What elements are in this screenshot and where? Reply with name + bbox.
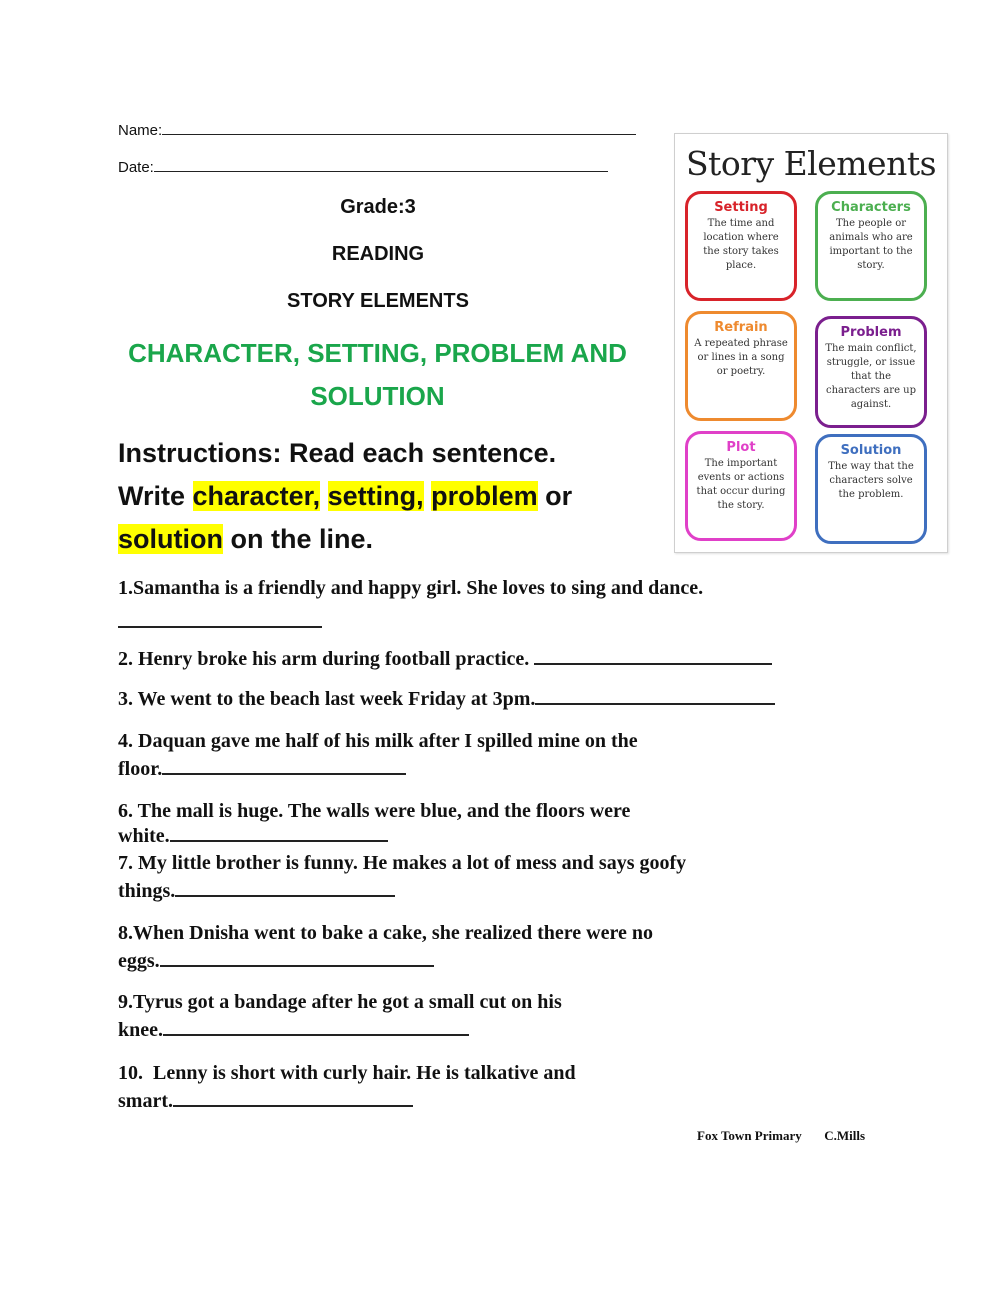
card-problem <box>815 316 927 428</box>
card-text: The time and location where the story takes place. <box>703 218 779 271</box>
instructions-text: on the line. <box>222 524 373 554</box>
question-text: 2. Henry broke his arm during football practice. <box>118 648 535 670</box>
instructions-text: or <box>537 481 573 511</box>
question-6 <box>118 797 630 850</box>
name-field[interactable] <box>118 120 636 139</box>
highlight-setting: setting, <box>327 481 424 511</box>
question-text: 8.When Dnisha went to bake a cake, she realized there were no <box>118 922 653 944</box>
question-text-cont: eggs. <box>118 950 160 972</box>
question-text: 6. The mall is huge. The walls were blue, and the floors were <box>118 800 631 822</box>
question-text: 3. We went to the beach last week Friday at 3pm. <box>118 688 536 710</box>
title-line-2: SOLUTION <box>310 381 445 411</box>
question-text: 1.Samantha is a friendly and happy girl. She loves to sing and dance. <box>118 577 704 599</box>
footer <box>697 1128 865 1144</box>
question-4 <box>118 727 638 783</box>
card-title: Plot <box>726 440 756 455</box>
answer-line-6[interactable] <box>170 822 388 842</box>
question-3 <box>118 685 775 713</box>
card-text: The main conflict, struggle, or issue that the characters are up against. <box>825 343 917 410</box>
question-1 <box>118 574 703 636</box>
answer-line-1[interactable] <box>118 608 322 628</box>
question-text: 7. My little brother is funny. He makes a lot of mess and says goofy <box>118 852 687 874</box>
card-plot <box>685 431 797 541</box>
card-title: Setting <box>714 200 768 215</box>
answer-line-4[interactable] <box>162 755 406 775</box>
instructions-text: Write <box>118 481 193 511</box>
highlight-character: character, <box>192 481 321 511</box>
card-text: The important events or actions that occur during the story. <box>696 458 786 511</box>
question-text-cont: knee. <box>118 1019 163 1041</box>
question-2 <box>118 645 772 673</box>
question-text: 9.Tyrus got a bandage after he got a small cut on his <box>118 991 562 1013</box>
question-8 <box>118 919 653 975</box>
date-line[interactable] <box>154 157 608 172</box>
card-title: Problem <box>840 325 902 340</box>
card-title: Refrain <box>714 320 768 335</box>
date-label: Date: <box>118 159 154 176</box>
story-elements-poster <box>674 133 948 553</box>
grade-heading: Grade:3 <box>340 196 416 218</box>
name-label: Name: <box>118 122 163 139</box>
answer-line-7[interactable] <box>175 877 395 897</box>
answer-line-3[interactable] <box>535 685 775 705</box>
topic-heading: STORY ELEMENTS <box>287 290 469 312</box>
question-7 <box>118 849 686 905</box>
card-text: A repeated phrase or lines in a song or poetry. <box>694 338 788 377</box>
question-text-cont: floor. <box>118 758 163 780</box>
poster-title: Story Elements <box>685 144 937 183</box>
card-setting <box>685 191 797 301</box>
highlight-solution: solution <box>118 524 223 554</box>
card-characters <box>815 191 927 301</box>
question-text-cont: smart. <box>118 1090 173 1112</box>
question-text-cont: things. <box>118 880 176 902</box>
question-text-cont: white. <box>118 825 170 847</box>
card-text: The people or animals who are important to the story. <box>829 218 913 271</box>
question-9 <box>118 988 562 1044</box>
card-title: Solution <box>840 443 902 458</box>
card-title: Characters <box>831 200 911 215</box>
date-field[interactable] <box>118 157 608 176</box>
title-line-1: CHARACTER, SETTING, PROBLEM AND <box>128 338 627 368</box>
card-text: The way that the characters solve the problem. <box>828 461 914 500</box>
author-name: C.Mills <box>824 1128 866 1143</box>
instructions-line-1: Instructions: Read each sentence. <box>118 438 557 468</box>
instructions-line-2 <box>118 475 658 518</box>
question-10 <box>118 1059 576 1115</box>
subject-heading: READING <box>331 243 425 265</box>
name-line[interactable] <box>162 120 636 135</box>
instructions-line-3 <box>118 518 658 561</box>
highlight-problem: problem <box>431 481 538 511</box>
answer-line-9[interactable] <box>163 1016 469 1036</box>
question-text: 4. Daquan gave me half of his milk after I spilled mine on the <box>118 730 638 752</box>
worksheet-title <box>110 332 645 418</box>
school-name: Fox Town Primary <box>697 1128 802 1143</box>
card-solution <box>815 434 927 544</box>
answer-line-10[interactable] <box>173 1087 413 1107</box>
question-text: 10. Lenny is short with curly hair. He is talkative and <box>118 1062 576 1084</box>
instructions <box>118 432 658 561</box>
answer-line-2[interactable] <box>534 645 772 665</box>
answer-line-8[interactable] <box>160 947 434 967</box>
card-refrain <box>685 311 797 421</box>
